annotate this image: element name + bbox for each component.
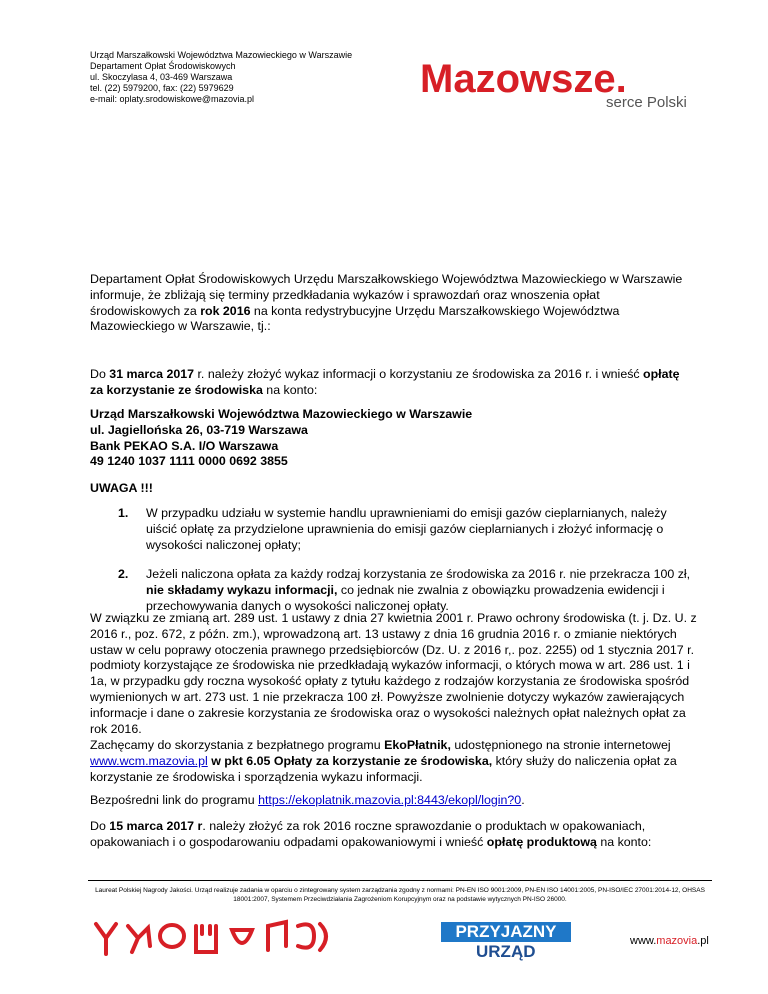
friendly-office-badge-bottom: URZĄD	[476, 942, 536, 961]
website-url[interactable]: www.mazovia.pl	[630, 935, 709, 947]
logo-tagline: serce Polski	[606, 94, 687, 111]
account-line: Bank PEKAO S.A. I/O Warszawa	[90, 438, 279, 453]
castle-icon	[196, 926, 216, 952]
decorative-icons-row	[92, 916, 352, 960]
account-number: 49 1240 1037 1111 0000 0692 3855	[90, 454, 288, 469]
ball-icon	[160, 925, 184, 947]
list-item: 1. W przypadku udziału w systemie handlu uprawnieniami do emisji gazów cieplarnianych, należy uiścić opłatę za przydzielone uprawnienia do emisji gazów cieplarnianych i złożyć informację o wysokości naliczonej opłaty;	[118, 506, 667, 552]
wcm-link[interactable]: www.wcm.mazovia.pl	[90, 753, 208, 768]
ekoplatnik-paragraph: Zachęcamy do skorzystania z bezpłatnego programu EkoPłatnik, udostępnionego na stronie internetowej www.wcm.mazovia.pl w pkt 6.05 Opłaty za korzystanie ze środowiska, który służy do naliczenia opłat za korzystanie ze środowiska i sporządzenia wykazu informacji.	[90, 738, 677, 784]
account-line: ul. Jagiellońska 26, 03-719 Warszawa	[90, 422, 308, 437]
address-line: e-mail: oplaty.srodowiskowe@mazovia.pl	[90, 94, 255, 104]
footer-quality-note: Laureat Polskiej Nagrody Jakości. Urząd realizuje zadania w oparciu o zintegrowany system zarządzania zgodny z normami: PN-EN ISO 9001:2009, PN-EN ISO 14001:2005, PN-ISO/IEC 27001:2014-12, OHSAS 18001:2007, Systemem Przeciwdziałania Zagrożeniom Korupcyjnym oraz na podstawie wytycznych PN-ISO 26000.	[95, 887, 705, 903]
bird-icon	[128, 926, 150, 952]
footer-divider	[88, 880, 712, 881]
account-line: Urząd Marszałkowski Województwa Mazowieckiego w Warszawie	[90, 407, 473, 421]
flower-icon	[298, 924, 326, 950]
law-paragraph: W związku ze zmianą art. 289 ust. 1 ustawy z dnia 27 kwietnia 2001 r. Prawo ochrony środowiska (t. j. Dz. U. z 2016 r., poz. 672, z późn. zm.), wprowadzoną art. 13 ustawy z dnia 16 grudnia 2016 r. o zmianie niektórych ustaw w celu poprawy otoczenia prawnego przedsiębiorców (Dz. U. z 2016 r,. poz. 2255) od 1 stycznia 2017 r. podmioty korzystające ze środowiska nie przedkładają wykazów informacji, o których mowa w art. 286 ust. 1 i 1a, w przypadku gdy roczna wysokość opłaty z tytułu każdego z rodzajów korzystania ze środowiska spośród wymienionych w art. 273 ust. 1 nie przekracza 100 zł. Powyższe zwolnienie dotyczy wykazów zawierających informacje i dane o zakresie korzystania ze środowiska oraz o wysokości należnych opłat należnych opłat za rok 2016.	[90, 611, 697, 736]
warning-list	[118, 506, 692, 615]
address-line: ul. Skoczylasa 4, 03-469 Warszawa	[90, 72, 233, 82]
list-item: 2. Jeżeli naliczona opłata za każdy rodzaj korzystania ze środowiska za 2016 r. nie przekracza 100 zł, nie składamy wykazu informacji, co jednak nie zwalnia z obowiązku prowadzenia ewidencji i przechowywania danych o wysokości naliczonej opłaty.	[118, 567, 691, 613]
address-line: Urząd Marszałkowski Województwa Mazowieckiego w Warszawie	[90, 50, 353, 60]
mask-icon	[232, 930, 252, 943]
warning-title: UWAGA !!!	[90, 481, 153, 495]
deadline-1-paragraph: Do 31 marca 2017 r. należy złożyć wykaz informacji o korzystaniu ze środowiska za 2016 r. i wnieść opłatę za korzystanie ze środowiska na konto:	[90, 367, 680, 397]
address-line: Departament Opłat Środowiskowych	[90, 61, 236, 71]
logo-wordmark: Mazowsze.	[420, 57, 627, 101]
music-note-icon	[268, 922, 286, 950]
sender-address	[90, 50, 352, 105]
friendly-office-badge-top: PRZYJAZNY	[441, 922, 571, 942]
plant-icon	[96, 924, 116, 954]
intro-paragraph: Departament Opłat Środowiskowych Urzędu Marszałkowskiego Województwa Mazowieckiego w Warszawie informuje, że zbliżają się terminy przedkładania wykazów i sprawozdań oraz wnoszenia opłat środowiskowych za rok 2016 na konta redystrybucyjne Urzędu Marszałkowskiego Województwa Mazowieckiego w Warszawie, tj.:	[90, 272, 683, 334]
bank-account-block	[90, 407, 690, 470]
direct-link-paragraph: Bezpośredni link do programu https://ekoplatnik.mazovia.pl:8443/ekopl/login?0.	[90, 793, 525, 807]
address-line: tel. (22) 5979200, fax: (22) 5979629	[90, 83, 234, 93]
ekoplatnik-login-link[interactable]: https://ekoplatnik.mazovia.pl:8443/ekopl/login?0	[258, 793, 522, 807]
deadline-2-paragraph: Do 15 marca 2017 r. należy złożyć za rok 2016 roczne sprawozdanie o produktach w opakowaniach, opakowaniach i o gospodarowaniu odpadami opakowaniowymi i wnieść opłatę produktową na konto:	[90, 819, 652, 849]
